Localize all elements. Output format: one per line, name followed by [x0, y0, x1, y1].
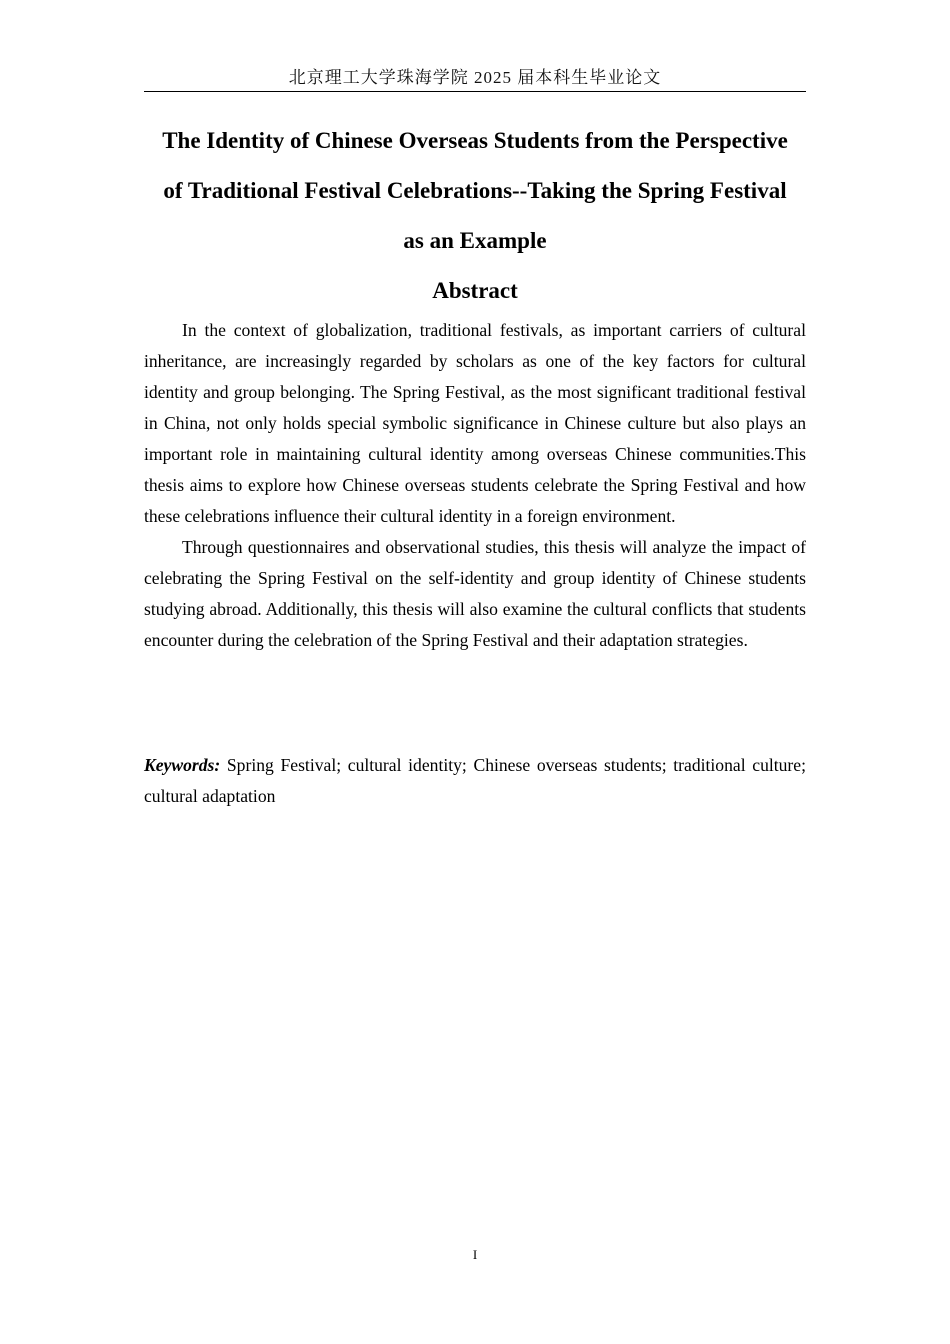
header-rule	[144, 91, 806, 92]
abstract-heading: Abstract	[432, 278, 518, 303]
title-line-2: of Traditional Festival Celebrations--Taking the Spring Festival	[163, 178, 787, 203]
running-header: 北京理工大学珠海学院 2025 届本科生毕业论文	[288, 68, 662, 87]
abstract-paragraph-1: In the context of globalization, traditional festivals, as important carriers of cultural inheritance, are increasingly regarded by scholars as one of the key factors for cultural identity and group belonging. The Spring Festival, as the most significant traditional festival in China, not only holds special symbolic significance in Chinese culture but also plays an important role in maintaining cultural identity among overseas Chinese communities.This thesis aims to explore how Chinese overseas students celebrate the Spring Festival and how these celebrations influence their cultural identity in a foreign environment.	[144, 320, 806, 526]
paper-title	[144, 116, 806, 266]
page-number: I	[472, 1247, 478, 1262]
title-line-1: The Identity of Chinese Overseas Students from the Perspective	[162, 128, 788, 153]
keywords-text: Spring Festival; cultural identity; Chinese overseas students; traditional culture; cultural adaptation	[144, 755, 806, 806]
title-line-3: as an Example	[403, 228, 547, 253]
abstract-body	[144, 315, 806, 656]
keywords	[144, 750, 806, 812]
abstract-paragraph-2: Through questionnaires and observational studies, this thesis will analyze the impact of celebrating the Spring Festival on the self-identity and group identity of Chinese students studying abroad. Additionally, this thesis will also examine the cultural conflicts that students encounter during the celebration of the Spring Festival and their adaptation strategies.	[144, 537, 806, 650]
keywords-label: Keywords:	[144, 755, 221, 775]
